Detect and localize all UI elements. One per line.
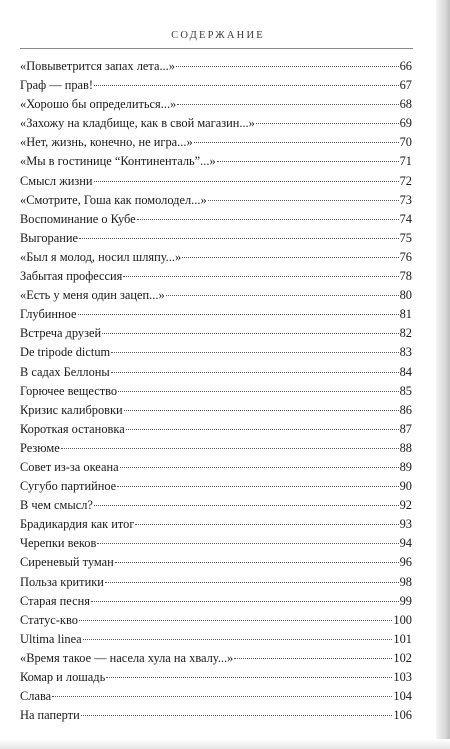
toc-entry-page-number: 100 [393,612,412,627]
toc-leader-dots [256,123,399,124]
toc-leader-dots [94,505,399,506]
toc-entry-page-number: 87 [399,421,412,436]
toc-entry-page-number: 74 [399,211,412,226]
toc-entry [20,401,412,420]
toc-entry [20,133,412,152]
toc-entry-title: Брадикардия как итог [20,517,135,532]
toc-leader-dots [105,582,399,583]
toc-entry [20,420,412,439]
toc-entry-page-number: 75 [399,230,412,245]
toc-leader-dots [61,448,399,449]
toc-entry [20,515,412,534]
toc-entry [20,668,412,687]
toc-entry-title: Воспоминание о Кубе [20,211,136,226]
toc-entry [20,553,412,572]
toc-entry [20,229,412,248]
toc-entry [20,343,412,362]
toc-entry-page-number: 72 [399,173,412,188]
toc-entry-title: Встреча друзей [20,326,102,341]
toc-entry [20,496,412,515]
toc-entry-page-number: 99 [399,593,412,608]
toc-leader-dots [166,295,399,296]
toc-entry [20,363,412,382]
toc-entry-title: «Время такое — насела хула на хвалу...» [20,650,234,665]
toc-entry-title: Резюме [20,440,60,455]
toc-leader-dots [102,333,399,334]
toc-entry-page-number: 98 [399,574,412,589]
toc-entry-page-number: 67 [399,78,412,93]
toc-entry [20,172,412,191]
toc-entry-page-number: 66 [399,59,412,73]
toc-leader-dots [117,486,398,487]
toc-entry-title: Ultima linea [20,631,82,646]
toc-entry [20,305,412,324]
toc-entry-title: Граф — прав! [20,78,93,93]
toc-entry [20,76,412,95]
toc-entry-title: На паперти [20,708,80,723]
toc-entry-page-number: 90 [399,479,412,494]
toc-entry-page-number: 82 [399,326,412,341]
toc-entry-page-number: 103 [393,670,412,684]
toc-entry-title: De tripode dictum [20,345,111,360]
toc-entry [20,210,412,229]
toc-entry-title: Слава [20,689,52,704]
toc-entry-title: «Мы в гостинице “Континенталь”...» [20,154,216,169]
toc-entry [20,649,412,668]
toc-entry-title: «Нет, жизнь, конечно, не игра...» [20,135,193,150]
toc-leader-dots [79,620,393,621]
toc-leader-dots [234,658,392,659]
toc-entry-title: «Был я молод, носил шляпу...» [20,249,182,264]
toc-entry-page-number: 93 [399,517,412,532]
toc-entry-page-number: 86 [399,402,412,417]
toc-entry-page-number: 88 [399,440,412,455]
toc-entry [20,95,412,114]
toc-entry [20,324,412,343]
toc-leader-dots [106,677,392,678]
toc-entry [20,592,412,611]
toc-entry [20,152,412,171]
toc-entry-title: Короткая остановка [20,421,125,436]
toc-entry [20,573,412,592]
toc-entry-page-number: 80 [399,288,412,303]
running-header: СОДЕРЖАНИЕ [171,30,265,41]
toc-leader-dots [115,562,399,563]
toc-entry-title: Глубинное [20,307,77,322]
toc-entry-title: Горючее вещество [20,383,118,398]
toc-entry-page-number: 94 [399,536,412,551]
toc-leader-dots [91,601,399,602]
page-edge-shadow [436,0,450,749]
toc-entry-title: Забытая профессия [20,269,123,284]
toc-leader-dots [137,219,399,220]
toc-entry-page-number: 89 [399,459,412,474]
toc-leader-dots [94,181,399,182]
toc-entry-page-number: 70 [399,135,412,150]
toc-entry-page-number: 85 [399,383,412,398]
toc-leader-dots [123,276,398,277]
toc-entry-title: Статус-кво [20,612,78,627]
toc-leader-dots [217,161,399,162]
toc-leader-dots [78,314,399,315]
toc-entry-title: «Захожу на кладбище, как в свой магазин...» [20,116,255,131]
toc-entry [20,191,412,210]
toc-entry-title: «Повыветрится запах лета...» [20,59,175,73]
toc-entry [20,248,412,267]
toc-entry [20,477,412,496]
toc-leader-dots [97,543,398,544]
toc-leader-dots [135,524,398,525]
page-bottom-shadow [0,739,450,749]
toc-entry-title: Сиреневый туман [20,555,114,570]
toc-entry-title: В садах Беллоны [20,364,110,379]
toc-entry-page-number: 84 [399,364,412,379]
toc-entry-page-number: 81 [399,307,412,322]
toc-leader-dots [52,696,392,697]
toc-entry-title: «Хорошо бы определиться...» [20,97,177,112]
toc-entry-page-number: 92 [399,498,412,513]
toc-entry-page-number: 83 [399,345,412,360]
toc-leader-dots [111,352,398,353]
toc-entry-title: Совет из-за океана [20,459,119,474]
toc-entry-title: «Смотрите, Гоша как помолодел...» [20,192,207,207]
toc-leader-dots [126,429,399,430]
toc-leader-dots [124,410,399,411]
toc-entry-page-number: 69 [399,116,412,131]
toc-entry [20,382,412,401]
toc-entry [20,687,412,706]
toc-entry-title: Смысл жизни [20,173,93,188]
toc-entry [20,286,412,305]
toc-entry-page-number: 96 [399,555,412,570]
toc-leader-dots [81,715,393,716]
toc-entry-title: Кризис калибровки [20,402,123,417]
toc-entry-page-number: 73 [399,192,412,207]
toc-entry-page-number: 71 [399,154,412,169]
toc-entry-title: Комар и лошадь [20,670,106,684]
toc-leader-dots [208,200,399,201]
toc-entry-title: «Есть у меня один зацеп...» [20,288,165,303]
toc-entry-page-number: 76 [399,249,412,264]
toc-leader-dots [194,142,399,143]
toc-entry [20,439,412,458]
toc-entry-page-number: 104 [393,689,412,704]
toc-entry-page-number: 78 [399,269,412,284]
toc-entry [20,630,412,649]
toc-entry-title: Выгорание [20,230,79,245]
toc-leader-dots [83,639,393,640]
toc-entry [20,611,412,630]
toc-entry-page-number: 68 [399,97,412,112]
toc-entry-page-number: 102 [393,650,412,665]
toc-entry-title: Сугубо партийное [20,479,117,494]
toc-leader-dots [79,238,399,239]
toc-entry-title: В чем смысл? [20,498,93,513]
toc-leader-dots [118,391,399,392]
toc-entry [20,534,412,553]
toc-leader-dots [182,257,398,258]
toc-leader-dots [120,467,399,468]
toc-entry-page-number: 106 [393,708,412,723]
toc-leader-dots [94,85,399,86]
toc-leader-dots [177,104,398,105]
table-of-contents [20,57,412,725]
toc-entry [20,706,412,725]
toc-leader-dots [176,66,399,67]
toc-entry-title: Старая песня [20,593,90,608]
toc-entry [20,458,412,477]
toc-entry-title: Черепки веков [20,536,97,551]
toc-entry-page-number: 101 [393,631,412,646]
toc-entry-title: Польза критики [20,574,104,589]
toc-leader-dots [111,372,399,373]
toc-entry [20,114,412,133]
toc-entry [20,57,412,76]
header-rule [20,48,413,49]
toc-entry [20,267,412,286]
